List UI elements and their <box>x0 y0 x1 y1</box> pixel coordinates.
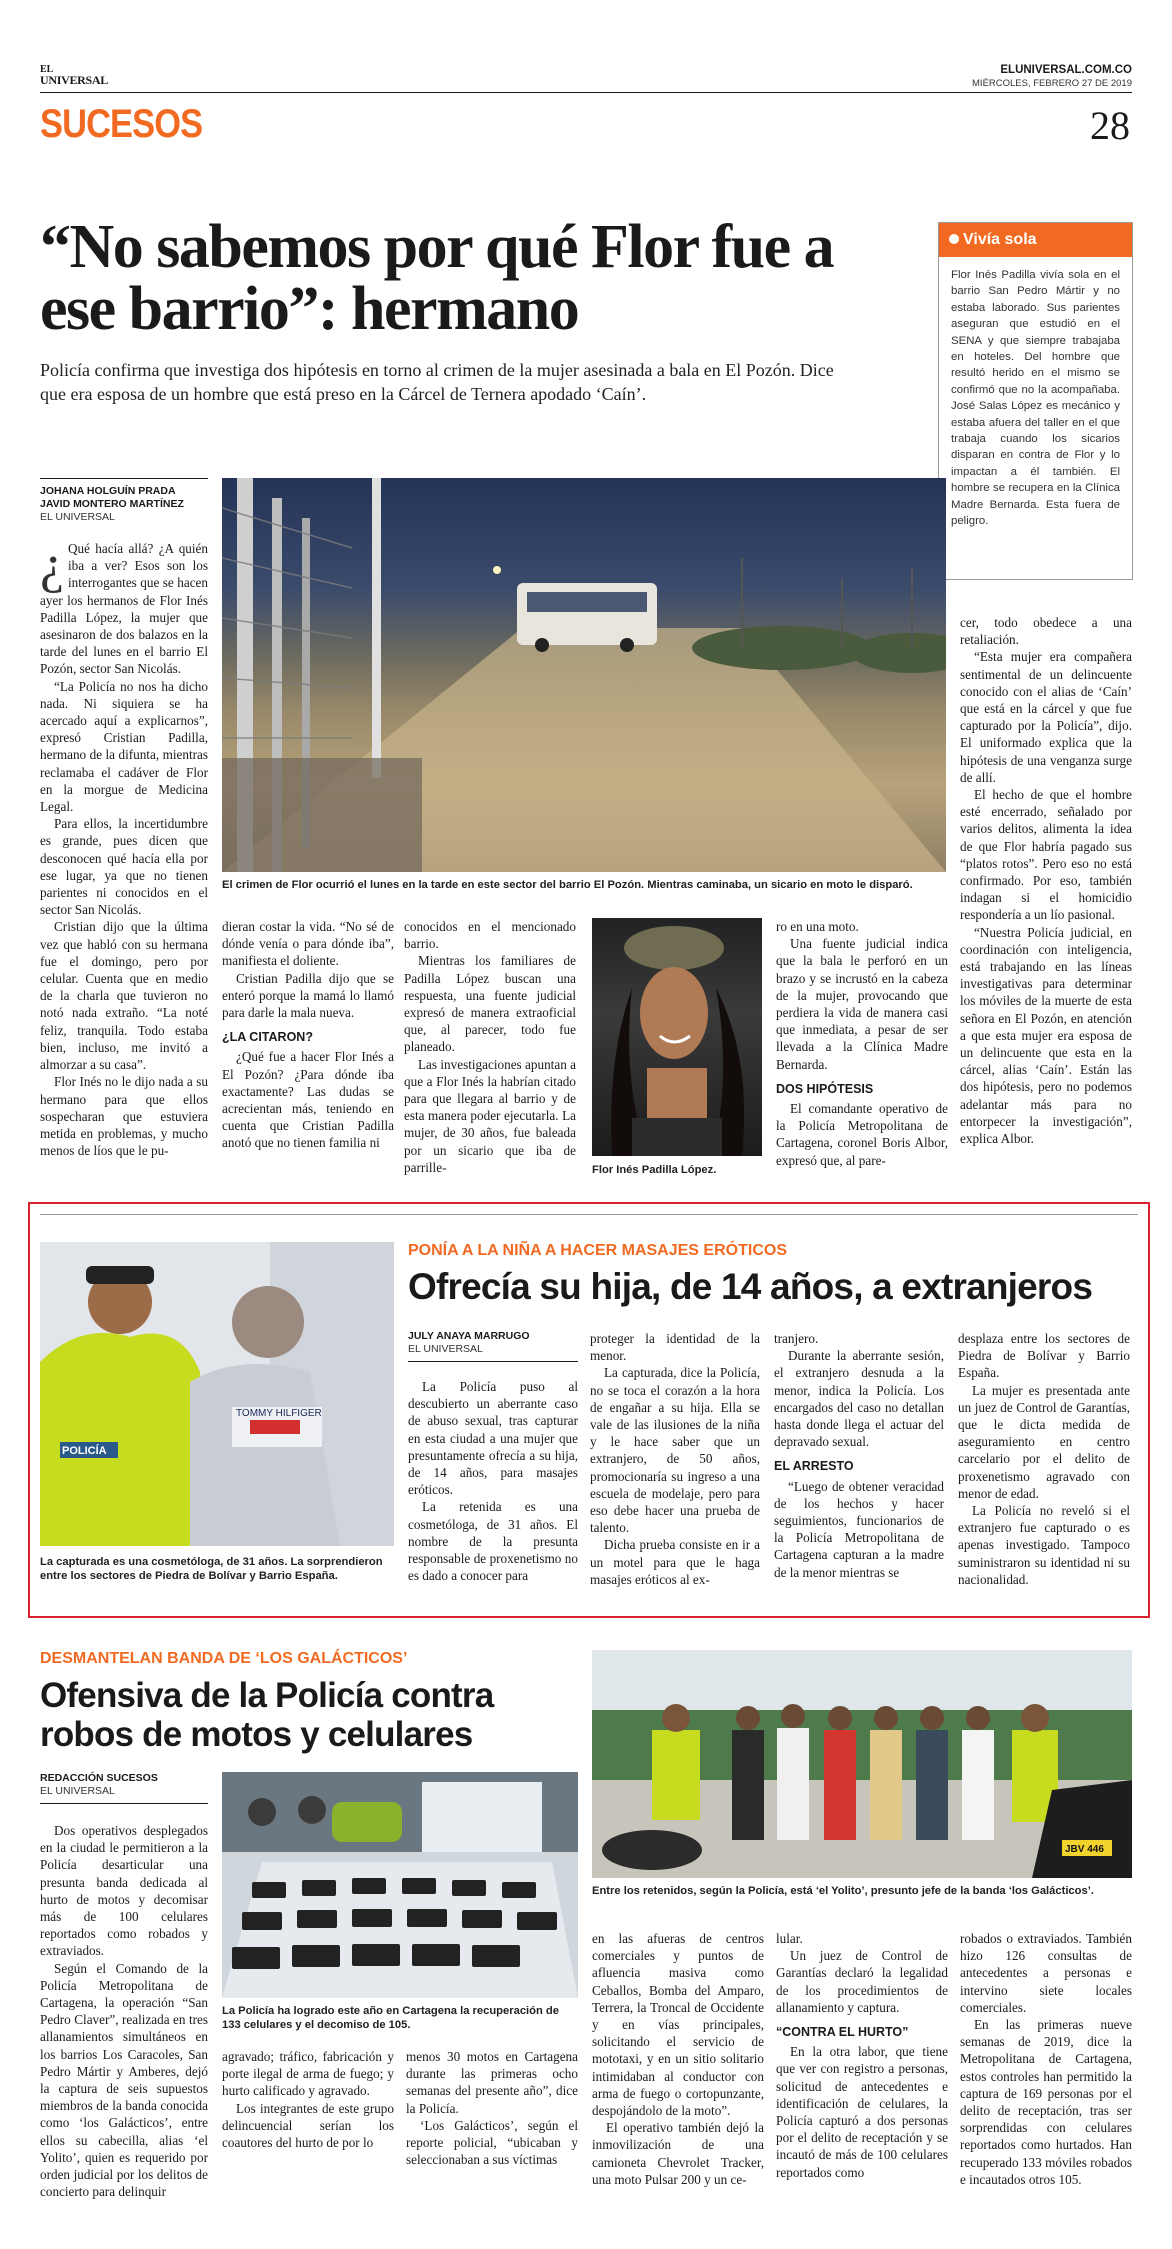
box-byline: JULY ANAYA MARRUGO <box>408 1330 530 1342</box>
box-kicker: PONÍA A LA NIÑA A HACER MASAJES ERÓTICOS <box>408 1242 787 1259</box>
paragraph: En la otra labor, que tiene que ver con registro a personas, solicitud de antecedentes e identificación de celulares, la Policía capturó a dos personas por el delito de receptación y se incautó de más de 100 celulares reportados como <box>776 2044 948 2180</box>
lead-byline-2: JAVID MONTERO MARTÍNEZ <box>40 498 184 510</box>
subhead: DOS HIPÓTESIS <box>776 1081 874 1096</box>
crime-scene-photo <box>222 478 946 872</box>
paragraph: Dicha prueba consiste en ir a un motel para que le haga masajes eróticos al ex- <box>590 1537 760 1587</box>
box-column-2 <box>590 1330 760 1588</box>
paragraph: tranjero. <box>774 1331 819 1346</box>
logo-line-2: UNIVERSAL <box>40 73 108 87</box>
bottom-kicker: DESMANTELAN BANDA DE ‘LOS GALÁCTICOS’ <box>40 1650 408 1667</box>
lead-byline-org: EL UNIVERSAL <box>40 511 115 523</box>
sidebar-text: Flor Inés Padilla vivía sola en el barrio San Pedro Mártir y no estaba laborado. Sus parientes aseguran que estudió en el SENA y que siempre trabajaba en hoteles. Del hombre que resultó herido en el mismo se confirmó que no la acompañaba. José Salas López es mecánico y estaba afuera del taller en el que trabaja cuando los sicarios disparan en contra de Flor y lo impactan a él también. El hombre se recupera en la Clínica Madre Bernarda. Esta fuera de peligro. <box>951 269 1120 528</box>
paragraph: Según el Comando de la Policía Metropolitana de Cartagena, la operación “San Pedro Claver”, realizada en tres allanamientos simultáneos en los barrios Los Caracoles, San Pedro Mártir y Amberes, dejó la captura de seis supuestos miembros de la banda conocida como ‘los Galácticos’, entre ellos su cabecilla, alias ‘el Yolito’, quien es requerido por orden judicial por los delitos de concierto para delinquir <box>40 1960 208 2200</box>
bottom-headline: Ofensiva de la Policía contra robos de motos y celulares <box>40 1676 494 1754</box>
paragraph: Cristian dijo que la última vez que habló con su hermana fue el domingo, pero por celular. Cuenta que en medio de la charla que tuvieron no notó nada extraño. “La noté feliz, tranquila. Todo estaba bien, incluso, me invitó a almorzar a su casa”. <box>40 919 208 1073</box>
paragraph: ro en una moto. <box>776 919 859 934</box>
shirt-label: TOMMY HILFIGER <box>236 1408 322 1419</box>
paragraph: “Nuestra Policía judicial, en coordinación con inteligencia, está trabajando en las líneas investigativas para determinar los móviles de la muerte de esta señora en El Pozón, en atención a que esta mujer era esposa de un delincuente que esta en la cárcel, alias ‘Caín’. Están las dos hipótesis, pero no podemos adelantar más para no entorpecer la investigación”, explica Albor. <box>960 924 1132 1147</box>
byline-rule <box>40 1803 208 1804</box>
paragraph: ‘Los Galácticos’, según el reporte policial, “ubicaban y seleccionaban a sus víctimas <box>406 2117 578 2168</box>
crime-scene-caption: El crimen de Flor ocurrió el lunes en la tarde en este sector del barrio El Pozón. Mientras caminaba, un sicario en moto le disparó. <box>222 879 913 891</box>
page-number: 28 <box>1090 103 1130 148</box>
phones-svg <box>222 1772 578 1998</box>
paragraph: conocidos en el mencionado barrio. <box>404 919 576 952</box>
bullet-icon <box>949 234 959 244</box>
license-plate-text: JBV 446 <box>1065 1844 1104 1855</box>
paragraph: Qué hacía allá? ¿A quién iba a ver? Esos son los interrogantes que se hacen ayer los hermanos de Flor Inés Padilla López, la mujer que asesinaron de dos balazos en la tarde del lunes en el barrio El Pozón, sector San Nicolás. <box>40 541 208 677</box>
paragraph: Cristian Padilla dijo que se enteró porque la mamá lo llamó para darle la mala nueva. <box>222 970 394 1021</box>
section-name: SUCESOS <box>40 102 203 146</box>
box-byline-block <box>408 1330 578 1362</box>
subhead: “CONTRA EL HURTO” <box>776 2025 909 2040</box>
lead-byline-1: JOHANA HOLGUÍN PRADA <box>40 485 176 497</box>
paragraph: agravado; tráfico, fabricación y porte ilegal de arma de fuego; y hurto calificado y agravado. <box>222 2049 394 2099</box>
paragraph: Las investigaciones apuntan a que a Flor Inés la habrían citado para que llegara al barrio y de esta manera poder ejecutarla. La mujer, de 30 años, fue baleada por un sicario que iba de parrille- <box>404 1056 576 1175</box>
bottom-byline-org: EL UNIVERSAL <box>40 1785 115 1797</box>
paragraph: La mujer es presentada ante un juez de Control de Garantías, que le dicta medida de aseguramiento en centro carcelario por el delito de proxenetismo agravado con menor de edad. <box>958 1382 1130 1501</box>
paragraph: “La Policía no nos ha dicho nada. Ni siquiera se ha acercado aquí a explicarnos”, expresó Cristian Padilla, hermano de la difunta, mientras reclamaba el cadáver de Flor en la morgue de Medicina Legal. <box>40 678 208 815</box>
victim-portrait <box>592 918 762 1156</box>
sidebar-header <box>939 223 1132 257</box>
paragraph: Flor Inés no le dijo nada a su hermano para que ellos sospecharan que estuviera metida en problemas, y mucho menos de líos que le pu- <box>40 1074 208 1159</box>
masthead <box>40 64 1132 154</box>
portrait-svg <box>592 918 762 1156</box>
seized-phones-caption: La Policía ha logrado este año en Cartagena la recuperación de 133 celulares y el decomiso de 105. <box>222 2005 559 2031</box>
lead-column-4 <box>776 918 948 1169</box>
box-column-1 <box>408 1378 578 1584</box>
sidebar-box <box>938 222 1133 580</box>
paragraph: El comandante operativo de la Policía Metropolitana de Cartagena, coronel Boris Albor, expresó que, al pare- <box>776 1101 948 1168</box>
byline-rule <box>40 478 208 479</box>
bottom-column-4 <box>592 1930 764 2188</box>
lead-deck: Policía confirma que investiga dos hipótesis en torno al crimen de la mujer asesinada a bala en El Pozón. Dice que era esposa de un hombre que está preso en la Cárcel de Ternera apodado ‘Caín’. <box>40 360 834 404</box>
paragraph: Durante la aberrante sesión, el extranjero desnuda a la menor, indica la Policía. Los encargados del caso no detallan hasta donde llega el actuar del depravado sexual. <box>774 1348 944 1450</box>
paragraph: El hecho de que el hombre esté encerrado, señalado por varios delitos, alimenta la idea de que Flor habría pagado sus “platos rotos”. Pero eso no está confirmado. Por eso, también indagan si el homicidio respondería a un lío pasional. <box>960 787 1132 923</box>
paragraph: El operativo también dejó la inmovilización de una camioneta Chevrolet Tracker, una moto Pulsar 200 y un ce- <box>592 2120 764 2187</box>
bottom-column-1 <box>40 1822 208 2200</box>
box-top-rule <box>40 1214 1138 1215</box>
paragraph: La retenida es una cosmetóloga, de 31 años. El nombre de la presunta responsable de proxenetismo no es dado a conocer para <box>408 1499 578 1584</box>
bottom-byline: REDACCIÓN SUCESOS <box>40 1772 158 1784</box>
vest-label: POLICÍA <box>62 1445 107 1457</box>
paragraph: La capturada, dice la Policía, no se toca el corazón a la hora de engañar a su hija. Ella se vale de las ilusiones de la niña y le hace saber que un extranjero, de 50 años, promocionaría su ingreso a una escuela de modelaje, pero para eso debe hacer una prueba de talento. <box>590 1365 760 1536</box>
paragraph: menos 30 motos en Cartagena durante las primeras ocho semanas del presente año”, dice la Policía. <box>406 2049 578 2116</box>
paragraph: Para ellos, la incertidumbre es grande, pues dicen que desconocen qué hacía ella por ese lugar, ya que no tienen parientes ni conocidos en el sector San Nicolás. <box>40 816 208 918</box>
arrest-scene-svg <box>40 1242 394 1546</box>
lead-column-5 <box>960 614 1132 1147</box>
masthead-rule <box>40 92 1132 93</box>
site-url: ELUNIVERSAL.COM.CO <box>1000 64 1132 76</box>
bottom-column-6 <box>960 1930 1132 2188</box>
logo-line-1: EL <box>40 64 54 75</box>
paragraph: Los integrantes de este grupo delincuencial serían los coautores del hurto de por lo <box>222 2100 394 2151</box>
sidebar-title: Vivía sola <box>963 231 1037 248</box>
lead-headline: “No sabemos por qué Flor fue a ese barrio”: hermano <box>40 213 834 343</box>
paragraph: en las afueras de centros comerciales y puntos de afluencia masiva como Ceballos, Bomba del Amparo, Terrera, la Troncal de Occidente y en vías principales, solicitando el servicio de mototaxi, y en un sitio solitario intimidaban al conductor con arma de fuego o cortopunzante, despojándolo de la moto”. <box>592 1931 764 2119</box>
lead-column-1 <box>40 534 208 1159</box>
paragraph: “Esta mujer era compañera sentimental de un delincuente conocido con el alias de ‘Caín’ que está en la cárcel y que fue capturado por la Policía”, dijo. El uniformado explica que la hipótesis de una venganza surge de allí. <box>960 649 1132 785</box>
paragraph: En las primeras nueve semanas de 2019, dice la Metropolitana de Cartagena, estos controles han permitido la captura de 169 personas por el delito de receptación, tras ser sorprendidas con celulares reportados como hurtados. Han recuperado 133 móviles robados e incautados otros 105. <box>960 2017 1132 2187</box>
paragraph: La Policía no reveló si el extranjero fue capturado o es apenas investigado. Tampoco suministraron su identidad ni su nacionalidad. <box>958 1503 1130 1587</box>
paragraph: dieran costar la vida. “No sé de dónde venía o para dónde iba”, manifiesta el doliente. <box>222 919 394 969</box>
box-column-3 <box>774 1330 944 1581</box>
arrest-photo <box>40 1242 394 1546</box>
paragraph: “Luego de obtener veracidad de los hechos y hacer seguimientos, funcionarios de la Policía Metropolitana de Cartagena capturan a la madre de la menor mientras se <box>774 1478 944 1580</box>
box-byline-org: EL UNIVERSAL <box>408 1343 483 1355</box>
dropcap: ¿ <box>40 534 64 594</box>
bottom-column-2 <box>222 2048 394 2151</box>
newspaper-logo <box>40 64 108 86</box>
seized-phones-photo <box>222 1772 578 1998</box>
detainees-caption: Entre los retenidos, según la Policía, está ‘el Yolito’, presunto jefe de la banda ‘los Galácticos’. <box>592 1885 1094 1897</box>
paragraph: cer, todo obedece a una retaliación. <box>960 615 1132 648</box>
paragraph: desplaza entre los sectores de Piedra de Bolívar y Barrio España. <box>958 1331 1130 1381</box>
subhead: EL ARRESTO <box>774 1459 854 1474</box>
bottom-column-3 <box>406 2048 578 2168</box>
paragraph: Una fuente judicial indica que la bala le perforó en un brazo y se incrustó en la cabeza de la mujer, provocando que perdiera la vida de manera casi que inmediata, a pesar de ser llevada a la Clínica Madre Bernarda. <box>776 936 948 1072</box>
victim-portrait-caption: Flor Inés Padilla López. <box>592 1164 717 1176</box>
issue-date: MIÉRCOLES, FEBRERO 27 DE 2019 <box>972 78 1132 89</box>
box-column-4 <box>958 1330 1130 1588</box>
paragraph: Un juez de Control de Garantías declaró la legalidad de los procedimientos de allanamiento y captura. <box>776 1948 948 2015</box>
byline-rule <box>408 1361 578 1362</box>
paragraph: ¿Qué fue a hacer Flor Inés a El Pozón? ¿Para dónde iba exactamente? Las dudas se acrecientan más, teniendo en cuenta que Cristian Padilla anotó que no tienen familia ni <box>222 1049 394 1151</box>
lead-column-2 <box>222 918 394 1152</box>
paragraph: proteger la identidad de la menor. <box>590 1331 760 1364</box>
arrest-photo-caption: La capturada es una cosmetóloga, de 31 años. La sorprendieron entre los sectores de Piedra de Bolívar y Barrio España. <box>40 1556 383 1582</box>
detainees-svg <box>592 1650 1132 1878</box>
subhead: ¿LA CITARON? <box>222 1030 313 1045</box>
detainees-photo <box>592 1650 1132 1878</box>
paragraph: Mientras los familiares de Padilla López buscan una respuesta, una fuente judicial expresó de manera extraoficial que, al parecer, todo fue planeado. <box>404 953 576 1055</box>
paragraph: robados o extraviados. También hizo 126 consultas de antecedentes a personas e intervino siete locales comerciales. <box>960 1931 1132 2015</box>
lead-byline-block <box>40 478 208 524</box>
bottom-column-5 <box>776 1930 948 2181</box>
lead-column-3 <box>404 918 576 1176</box>
bottom-byline-block <box>40 1772 208 1804</box>
paragraph: Dos operativos desplegados en la ciudad le permitieron a la Policía desarticular una presunta banda dedicada al hurto de motos y decomisar más de 100 celulares reportados como robados y extraviados. <box>40 1823 208 1959</box>
box-headline: Ofrecía su hija, de 14 años, a extranjeros <box>408 1266 1093 1307</box>
street-scene-svg <box>222 478 946 872</box>
paragraph: lular. <box>776 1931 803 1946</box>
paragraph: La Policía puso al descubierto un aberrante caso de abuso sexual, tras capturar en esta ciudad a una mujer que presuntamente ofrecía a su hija, de 14 años, para masajes eróticos. <box>408 1379 578 1498</box>
